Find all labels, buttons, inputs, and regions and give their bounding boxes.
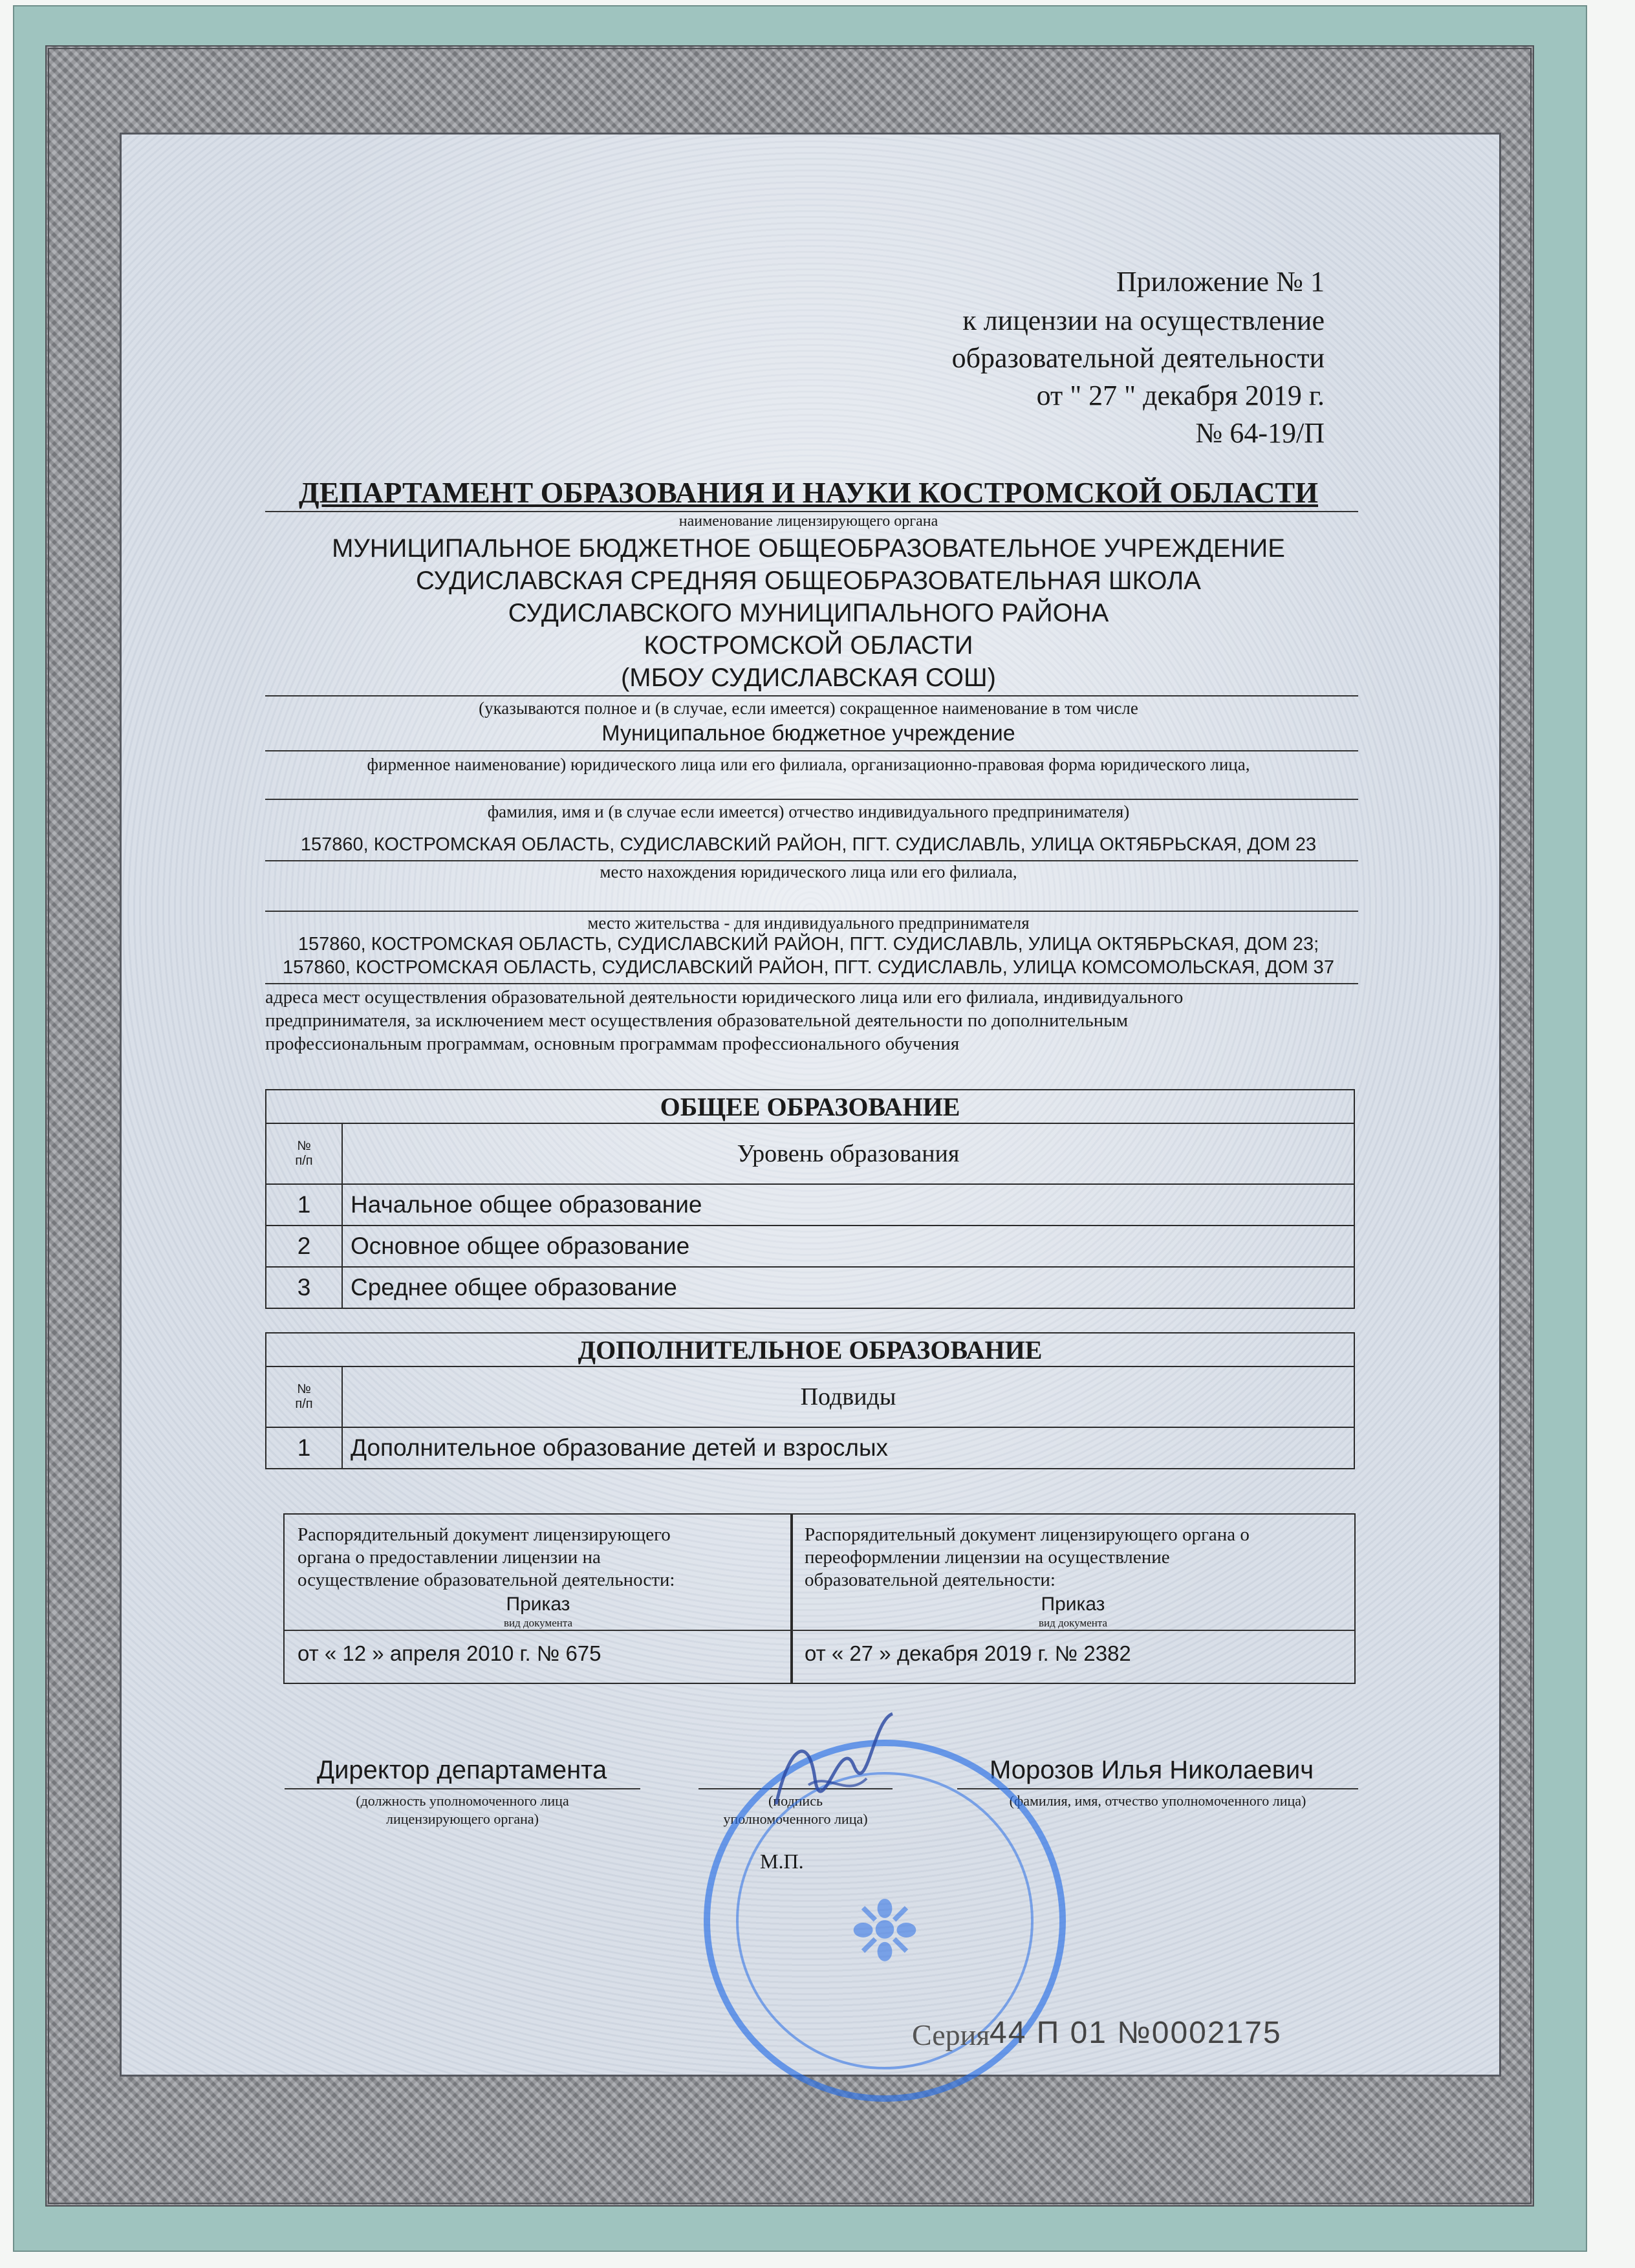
- series-label: Серия: [912, 2018, 990, 2051]
- reissue-doc-type-caption: вид документа: [1038, 1617, 1108, 1629]
- divider: [792, 1630, 1354, 1631]
- appendix-line-4: от " 27 " декабря 2019 г.: [1036, 380, 1325, 411]
- divider: [265, 983, 1358, 984]
- column-level-header: Уровень образования: [342, 1123, 1354, 1184]
- divider: [265, 911, 1358, 912]
- seal-place-label: М.П.: [760, 1850, 804, 1873]
- org-caption-3: фамилия, имя и (в случае если имеется) отчество индивидуального предпринимателя): [487, 802, 1130, 821]
- org-address: 157860, КОСТРОМСКАЯ ОБЛАСТЬ, СУДИСЛАВСКИЙ РАЙОН, ПГТ. СУДИСЛАВЛЬ, УЛИЦА ОКТЯБРЬСКАЯ, ДОМ 23: [300, 834, 1317, 855]
- signature-line: [957, 1788, 1358, 1789]
- issuance-doc-date: от « 12 » апреля 2010 г. № 675: [298, 1641, 601, 1665]
- reissue-text-1: Распорядительный документ лицензирующего органа о: [805, 1524, 1250, 1545]
- series-number: 44 П 01 №0002175: [990, 2016, 1282, 2050]
- issuance-document-box: [283, 1513, 793, 1684]
- row-name: Среднее общее образование: [342, 1267, 1354, 1308]
- appendix-line-3: образовательной деятельности: [951, 342, 1325, 374]
- appendix-line-2: к лицензии на осуществление: [962, 305, 1325, 336]
- table-row: [266, 1427, 1354, 1469]
- org-caption-6b: предпринимателя, за исключением мест осуществления образовательной деятельности по дополнительным: [265, 1010, 1129, 1031]
- row-number: 1: [266, 1427, 342, 1469]
- issuance-doc-type: Приказ: [506, 1593, 570, 1615]
- column-subtype-header: Подвиды: [342, 1366, 1354, 1427]
- column-number-header: № п/п: [266, 1366, 342, 1427]
- divider: [265, 750, 1358, 751]
- table-row: [266, 1184, 1354, 1226]
- org-legal-form: Муниципальное бюджетное учреждение: [601, 721, 1015, 746]
- issuance-text-3: осуществление образовательной деятельности:: [298, 1570, 675, 1590]
- signer-position: Директор департамента: [317, 1756, 607, 1784]
- row-number: 2: [266, 1226, 342, 1267]
- row-number: 3: [266, 1267, 342, 1308]
- reissue-doc-type: Приказ: [1041, 1593, 1105, 1615]
- reissue-text-2: переоформлении лицензии на осуществление: [805, 1547, 1170, 1568]
- org-caption-5: место жительства - для индивидуального предпринимателя: [587, 913, 1030, 933]
- signature-line: [285, 1788, 640, 1789]
- row-name: Основное общее образование: [342, 1226, 1354, 1267]
- column-number-header: № п/п: [266, 1123, 342, 1184]
- sign-caption-2: уполномоченного лица): [723, 1811, 868, 1827]
- eagle-emblem-icon: ❉: [849, 1886, 920, 1979]
- name-caption: (фамилия, имя, отчество уполномоченного лица): [1009, 1793, 1306, 1809]
- divider: [285, 1630, 792, 1631]
- table-row: [266, 1267, 1354, 1308]
- sign-caption-1: (подпись: [768, 1793, 823, 1809]
- org-caption-2: фирменное наименование) юридического лица или его филиала, организационно-правовая форма юридического лица,: [367, 755, 1250, 774]
- table-row: [266, 1226, 1354, 1267]
- activity-address-2: 157860, КОСТРОМСКАЯ ОБЛАСТЬ, СУДИСЛАВСКИЙ РАЙОН, ПГТ. СУДИСЛАВЛЬ, УЛИЦА КОМСОМОЛЬСКАЯ, ДОМ 37: [283, 957, 1334, 978]
- activity-address-1: 157860, КОСТРОМСКАЯ ОБЛАСТЬ, СУДИСЛАВСКИЙ РАЙОН, ПГТ. СУДИСЛАВЛЬ, УЛИЦА ОКТЯБРЬСКАЯ, ДОМ 23;: [298, 934, 1319, 955]
- org-name-line-3: СУДИСЛАВСКОГО МУНИЦИПАЛЬНОГО РАЙОНА: [508, 599, 1109, 627]
- issuance-doc-type-caption: вид документа: [503, 1617, 573, 1629]
- licensing-authority: ДЕПАРТАМЕНТ ОБРАЗОВАНИЯ И НАУКИ КОСТРОМСКОЙ ОБЛАСТИ: [298, 476, 1319, 509]
- appendix-line-5: № 64-19/П: [1195, 417, 1325, 449]
- org-name-line-2: СУДИСЛАВСКАЯ СРЕДНЯЯ ОБЩЕОБРАЗОВАТЕЛЬНАЯ ШКОЛА: [416, 567, 1201, 595]
- reissue-text-3: образовательной деятельности:: [805, 1570, 1056, 1590]
- row-name: Дополнительное образование детей и взрослых: [342, 1427, 1354, 1469]
- row-name: Начальное общее образование: [342, 1184, 1354, 1226]
- divider: [265, 511, 1358, 512]
- issuance-text-1: Распорядительный документ лицензирующего: [298, 1524, 671, 1545]
- org-caption-1: (указываются полное и (в случае, если имеется) сокращенное наименование в том числе: [479, 698, 1138, 718]
- position-caption-1: (должность уполномоченного лица: [356, 1793, 569, 1809]
- org-caption-6a: адреса мест осуществления образовательной деятельности юридического лица или его филиала, индивидуального: [265, 987, 1184, 1008]
- divider: [265, 799, 1358, 800]
- org-name-line-4: КОСТРОМСКОЙ ОБЛАСТИ: [644, 631, 973, 660]
- authority-caption: наименование лицензирующего органа: [678, 513, 938, 530]
- row-number: 1: [266, 1184, 342, 1226]
- reissue-document-box: [790, 1513, 1356, 1684]
- signer-name: Морозов Илья Николаевич: [990, 1756, 1314, 1784]
- issuance-text-2: органа о предоставлении лицензии на: [298, 1547, 601, 1568]
- divider: [265, 695, 1358, 697]
- additional-education-table: [265, 1332, 1355, 1469]
- position-caption-2: лицензирующего органа): [385, 1811, 539, 1827]
- org-caption-4: место нахождения юридического лица или его филиала,: [600, 862, 1017, 881]
- general-education-title: ОБЩЕЕ ОБРАЗОВАНИЕ: [266, 1090, 1354, 1123]
- additional-education-title: ДОПОЛНИТЕЛЬНОЕ ОБРАЗОВАНИЕ: [266, 1333, 1354, 1366]
- reissue-doc-date: от « 27 » декабря 2019 г. № 2382: [805, 1641, 1131, 1665]
- org-caption-6c: профессиональным программам, основным программам профессионального обучения: [265, 1033, 960, 1054]
- handwritten-signature: [763, 1707, 905, 1837]
- org-name-line-5: (МБОУ СУДИСЛАВСКАЯ СОШ): [620, 664, 997, 692]
- appendix-line-1: Приложение № 1: [1116, 266, 1325, 297]
- divider: [265, 860, 1358, 861]
- general-education-table: [265, 1089, 1355, 1309]
- org-name-line-1: МУНИЦИПАЛЬНОЕ БЮДЖЕТНОЕ ОБЩЕОБРАЗОВАТЕЛЬНОЕ УЧРЕЖДЕНИЕ: [332, 534, 1285, 563]
